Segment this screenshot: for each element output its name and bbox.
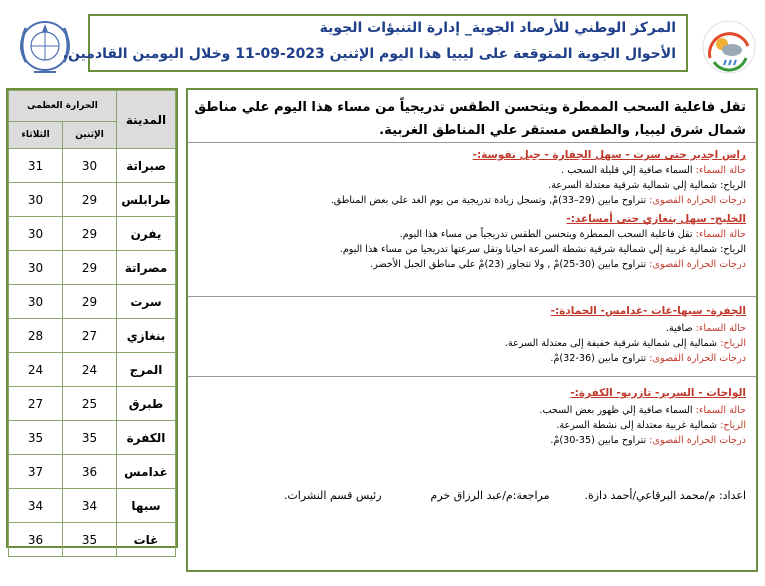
region-section-northeast [194, 212, 746, 272]
sky-text: صافية. [665, 323, 693, 334]
day2-value: 35 [9, 421, 63, 455]
day2-header: الثلاثاء [9, 122, 63, 149]
region-title: الواحات - السرير- تازربو- الكفرة:- [570, 387, 746, 399]
city-name: بنغازي [117, 319, 176, 353]
wind-label: الرياح: [720, 180, 746, 191]
sky-text: تقل فاعلية السحب الممطرة ويتحسن الطقس تدريجياً من مساء هذا اليوم. [399, 229, 693, 240]
city-name: مصراتة [117, 251, 176, 285]
forecast-panel [186, 88, 758, 572]
sky-label: حالة السماء: [695, 165, 746, 176]
city-name: سبها [117, 489, 176, 523]
region-title: الخليج- سهل بنغازي حتى أمساعد:- [566, 213, 746, 225]
city-name: سرت [117, 285, 176, 319]
wind-label: الرياح: [720, 338, 746, 349]
table-row [9, 319, 176, 353]
temp-label: درجات الحرارة القصوى: [649, 195, 746, 206]
city-name: الكفرة [117, 421, 176, 455]
table-row [9, 183, 176, 217]
forecast-summary: تقل فاعلية السحب الممطرة ويتحسن الطقس تدريجياً من مساء هذا اليوم علي مناطق شمال شرق ليبيا, والطقس مستقر علي المناطق الغربية. [194, 100, 746, 138]
table-row [9, 455, 176, 489]
city-name: غات [117, 523, 176, 557]
city-name: يفرن [117, 217, 176, 251]
table-row [9, 421, 176, 455]
city-name: المرج [117, 353, 176, 387]
city-name: طبرق [117, 387, 176, 421]
region-section-southeast [194, 386, 746, 448]
max-temperature-table [6, 88, 178, 548]
city-header: المدينة [117, 91, 176, 149]
day1-value: 29 [63, 251, 117, 285]
temp-label: درجات الحرارة القصوى: [649, 435, 746, 446]
table-row [9, 387, 176, 421]
prepared-by: اعداد: م/محمد البرقاعي/أحمد دازة. [584, 489, 746, 502]
city-name: غدامس [117, 455, 176, 489]
day2-value: 30 [9, 217, 63, 251]
day2-value: 37 [9, 455, 63, 489]
city-name: صبراتة [117, 149, 176, 183]
day1-value: 30 [63, 149, 117, 183]
day1-value: 36 [63, 455, 117, 489]
table-row [9, 353, 176, 387]
sky-text: السماء صافية إلي ظهور بعض السحب. [539, 405, 693, 416]
day2-value: 36 [9, 523, 63, 557]
temp-label: درجات الحرارة القصوى: [649, 259, 746, 270]
temp-text: تتراوح مابين (35-30)مْ. [550, 435, 647, 446]
day2-value: 30 [9, 285, 63, 319]
divider [188, 376, 756, 377]
day1-value: 27 [63, 319, 117, 353]
day1-value: 24 [63, 353, 117, 387]
max-temp-header: الحرارة العظمى [9, 91, 117, 122]
city-name: طرابلس [117, 183, 176, 217]
day1-header: الإثنين [63, 122, 117, 149]
sky-label: حالة السماء: [695, 405, 746, 416]
header-subtitle: الأحوال الجوية المتوقعة على ليبيا هذا اليوم الإثنين 2023-09-11 وخلال اليومين القادمين. [62, 46, 676, 62]
wind-label: الرياح: [720, 420, 746, 431]
header-banner [62, 14, 688, 72]
table-row [9, 217, 176, 251]
region-section-southwest [194, 304, 746, 366]
wind-text: شمالية غربية إلي شمالية شرقية نشطة السرعة احيانا وتقل سرعتها تدريجيا من مساء هذا اليوم. [339, 244, 718, 255]
day2-value: 30 [9, 183, 63, 217]
temp-text: تتراوح مابين (29–33)مْ, وتسجل زيادة تدريجية من يوم الغد علي بعض المناطق. [330, 195, 647, 206]
region-section-northwest [194, 148, 746, 208]
divider [188, 296, 756, 297]
day1-value: 35 [63, 523, 117, 557]
day1-value: 35 [63, 421, 117, 455]
day1-value: 25 [63, 387, 117, 421]
table-row [9, 523, 176, 557]
wind-text: شمالية إلى شمالية شرقية خفيفة إلى معتدلة السرعة. [504, 338, 718, 349]
sky-label: حالة السماء: [695, 323, 746, 334]
nmc-logo [700, 18, 758, 76]
wind-text: شمالية غربية معتدلة إلى نشطة السرعة. [556, 420, 718, 431]
day2-value: 24 [9, 353, 63, 387]
temp-text: تتراوح مابين (30-25)مْ , ولا تتجاوز (23)مْ علي مناطق الجبل الأخضر. [370, 259, 647, 270]
wind-label: الرياح: [720, 244, 746, 255]
sky-text: السماء صافية إلي قليلة السحب . [561, 165, 693, 176]
table-row [9, 251, 176, 285]
region-title: راس اجدير حتى سرت - سهل الجفارة - جبل نفوسة:- [472, 149, 746, 161]
day2-value: 27 [9, 387, 63, 421]
bulletin-head: رئيس قسم النشرات. [283, 489, 382, 502]
day2-value: 31 [9, 149, 63, 183]
temp-text: تتراوح مابين (36-32)مْ. [550, 353, 647, 364]
divider [188, 142, 756, 143]
table-row [9, 149, 176, 183]
day1-value: 34 [63, 489, 117, 523]
sky-label: حالة السماء: [695, 229, 746, 240]
day1-value: 29 [63, 217, 117, 251]
region-title: الجفرة- سبها-غات -غدامس- الحمادة:- [550, 305, 746, 317]
day1-value: 29 [63, 183, 117, 217]
day2-value: 28 [9, 319, 63, 353]
temp-label: درجات الحرارة القصوى: [649, 353, 746, 364]
day1-value: 29 [63, 285, 117, 319]
reviewed-by: مراجعة:م/عبد الرزاق خرم [430, 489, 550, 502]
table-row [9, 285, 176, 319]
credits [194, 488, 746, 504]
header-title: المركز الوطني للأرصاد الجوية_ إدارة التنبؤات الجوية [319, 20, 676, 36]
day2-value: 30 [9, 251, 63, 285]
day2-value: 34 [9, 489, 63, 523]
wind-text: شمالية إلي شمالية شرقية معتدلة السرعة. [548, 180, 718, 191]
table-row [9, 489, 176, 523]
